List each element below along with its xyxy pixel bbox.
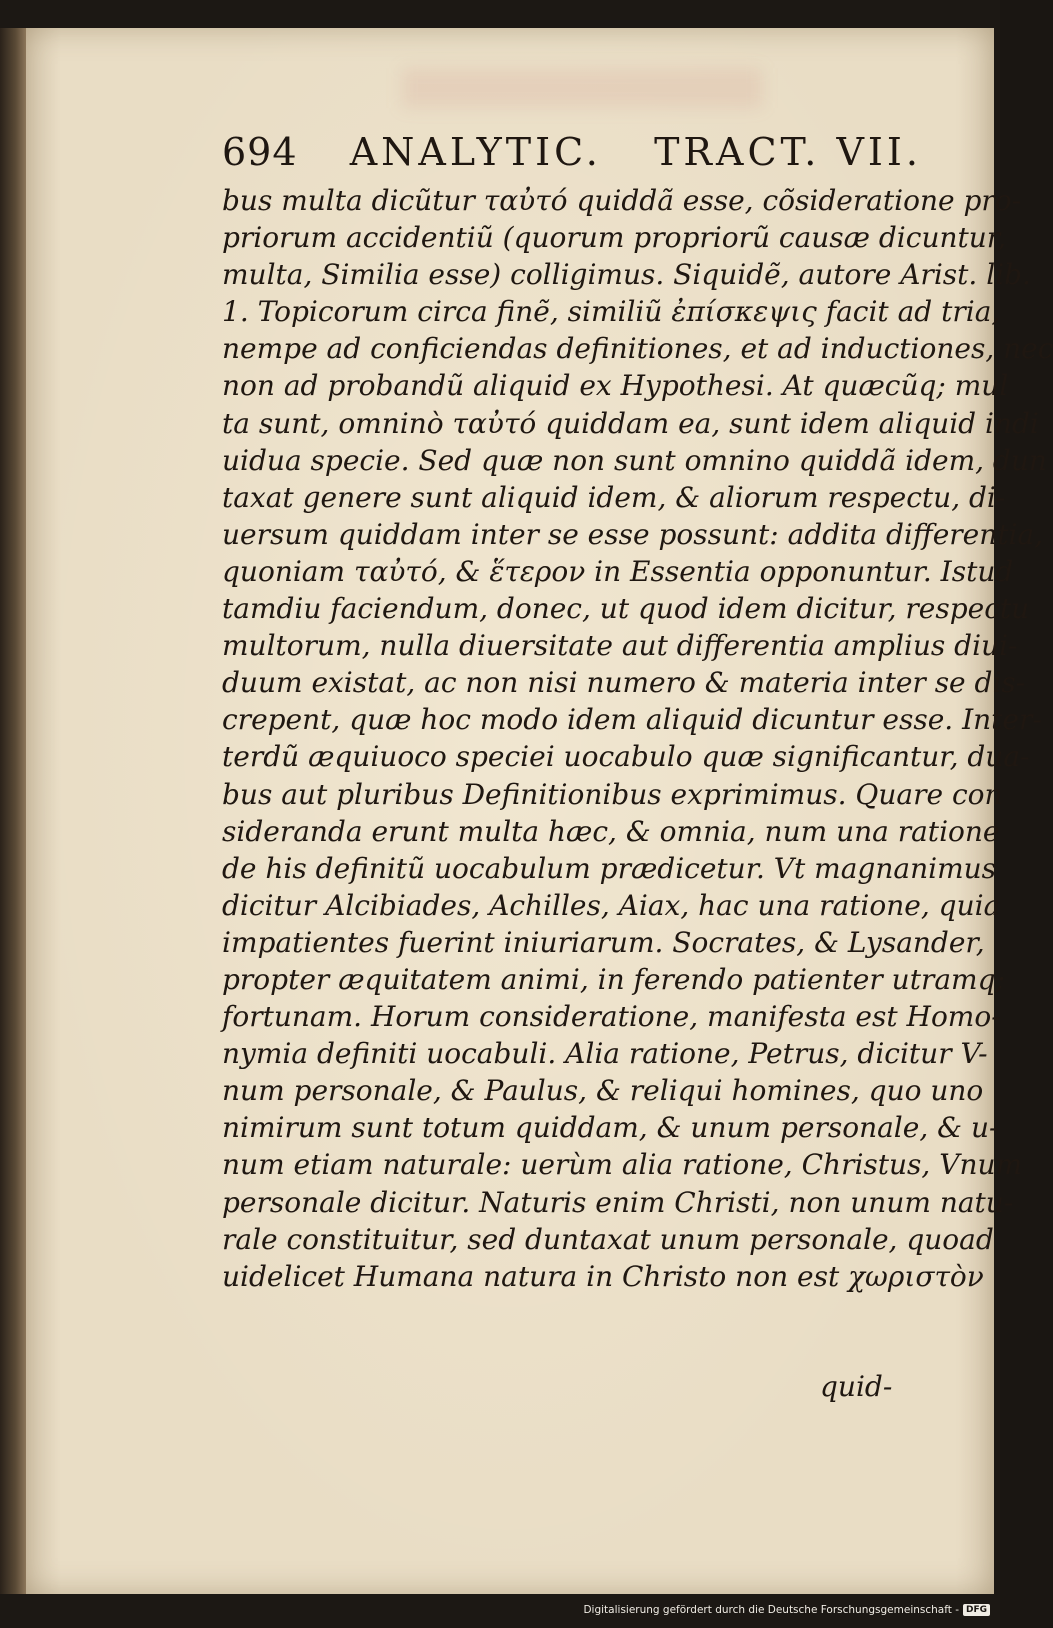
running-title: ANALYTIC. xyxy=(349,130,602,174)
text-line: multorum, nulla diuersitate aut differentia amplius diui- xyxy=(222,629,1018,663)
text-line: crepent, quæ hoc modo idem aliquid dicuntur esse. Inter- xyxy=(222,703,1042,737)
running-header xyxy=(222,128,922,176)
text-line: num etiam naturale: uerùm alia ratione, Christus, Vnum xyxy=(222,1148,1023,1182)
dfg-logo: DFG xyxy=(963,1604,990,1616)
text-line: terdũ æquiuoco speciei uocabulo quæ significantur, dua- xyxy=(222,740,1030,774)
text-line: fortunam. Horum consideratione, manifesta est Homo- xyxy=(222,1000,1001,1034)
ink-bleed-through xyxy=(402,68,762,108)
text-line: uidua specie. Sed quæ non sunt omnino quiddã idem, dun xyxy=(222,443,1047,477)
text-line: quoniam ταὐτό, & ἕτερον in Essentia opponuntur. Istud xyxy=(222,554,1014,588)
credit-text: Digitalisierung gefördert durch die Deutsche Forschungsgemeinschaft - xyxy=(583,1604,959,1616)
text-line: num personale, & Paulus, & reliqui homines, quo uno xyxy=(222,1074,984,1108)
body-text xyxy=(222,182,1053,1295)
text-line: taxat genere sunt aliquid idem, & aliorum respectu, di- xyxy=(222,480,1006,514)
text-line: nempe ad conficiendas definitiones, et ad inductiones, nec xyxy=(222,332,1053,366)
page-number: 694 xyxy=(222,130,298,174)
digitization-credit xyxy=(583,1604,990,1616)
text-line: ta sunt, omninò ταὐτό quiddam ea, sunt idem aliquid indi xyxy=(222,406,1039,440)
text-line: uersum quiddam inter se esse possunt: addita differentia, xyxy=(222,517,1044,551)
text-line: nymia definiti uocabuli. Alia ratione, Petrus, dicitur V- xyxy=(222,1037,988,1071)
text-line: uidelicet Humana natura in Christo non est χωριστὸν xyxy=(222,1259,984,1293)
text-line: rale constituitur, sed duntaxat unum personale, quoad xyxy=(222,1222,994,1256)
text-line: multa, Similia esse) colligimus. Siquidẽ, autore Arist. lib. xyxy=(222,258,1031,292)
catchword: quid- xyxy=(820,1370,893,1403)
text-line: siderandа erunt multa hæc, & omnia, num una ratione xyxy=(222,814,1000,848)
text-line: tamdiu faciendum, donec, ut quod idem dicitur, respectu xyxy=(222,592,1030,626)
text-line: impatientes fuerint iniuriarum. Socrates, & Lysander, xyxy=(222,925,985,959)
text-line: dicitur Alcibiades, Achilles, Aiax, hac una ratione, quia xyxy=(222,888,1001,922)
book-spine-edge xyxy=(0,28,26,1594)
text-line: nimirum sunt totum quiddam, & unum personale, & u- xyxy=(222,1111,999,1145)
text-line: personale dicitur. Naturis enim Christi, non unum natu- xyxy=(222,1185,1014,1219)
text-line: propter æquitatem animi, in ferendo patienter utramq; xyxy=(222,962,1005,996)
text-line: bus multa dicũtur ταὐτό quiddã esse, cõsideratione pro- xyxy=(222,184,1022,217)
text-line: non ad probandũ aliquid ex Hypothesi. At quæcũq; mul xyxy=(222,369,1009,403)
text-line: bus aut pluribus Definitionibus exprimimus. Quare con xyxy=(222,777,1003,811)
text-line: duum existat, ac non nisi numero & materia inter se dis- xyxy=(222,666,1026,700)
page-text-block xyxy=(222,128,1053,1295)
text-line: priorum accidentiũ (quorum propriorũ causæ dicuntur, xyxy=(222,221,1006,255)
text-line: 1. Topicorum circa finẽ, similiũ ἐπίσκεψις facit ad tria, xyxy=(222,295,1001,329)
section-title: TRACT. VII. xyxy=(654,130,922,174)
text-line: de his definitũ uocabulum prædicetur. Vt magnanimus xyxy=(222,851,997,885)
